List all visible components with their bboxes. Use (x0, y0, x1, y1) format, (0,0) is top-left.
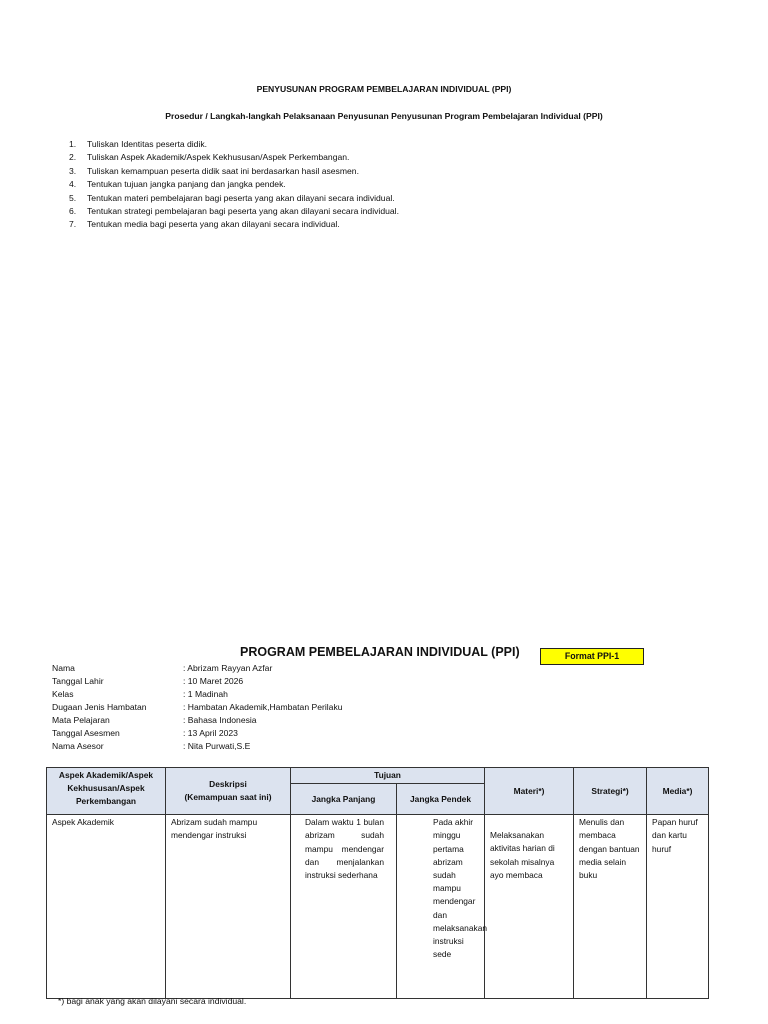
list-item (69, 218, 709, 231)
identity-value: : Abrizam Rayyan Azfar (183, 663, 273, 673)
step-number: 5. (69, 192, 77, 203)
step-text: Tentukan media bagi peserta yang akan dilayani secara individual. (87, 219, 340, 230)
cell-strategi: Menulis dan membaca dengan bantuan media selain buku (574, 815, 647, 999)
header-aspek: Aspek Akademik/Aspek Kekhususan/Aspek Perkembangan (47, 768, 166, 815)
step-number: 6. (69, 206, 77, 217)
identity-label: Dugaan Jenis Hambatan (52, 702, 147, 712)
identity-value: : 1 Madinah (183, 689, 228, 699)
step-text: Tentukan strategi pembelajaran bagi peserta yang akan dilayani secara individual. (87, 206, 399, 217)
identity-row (52, 688, 552, 701)
identity-row (52, 701, 552, 714)
table-header-row (47, 768, 709, 784)
identity-row (52, 740, 552, 753)
header-tujuan: Tujuan (291, 768, 485, 784)
header-materi: Materi*) (485, 768, 574, 815)
identity-value: : 13 April 2023 (183, 728, 238, 738)
cell-aspek: Aspek Akademik (47, 815, 166, 999)
cell-materi: Melaksanakan aktivitas harian di sekolah misalnya ayo membaca (485, 815, 574, 999)
table-footnote: *) bagi anak yang akan dilayani secara individual. (58, 996, 247, 1006)
format-badge: Format PPI-1 (540, 648, 644, 665)
identity-label: Kelas (52, 689, 74, 699)
ppi-title: PROGRAM PEMBELAJARAN INDIVIDUAL (PPI) (240, 645, 520, 659)
list-item (69, 138, 709, 151)
header-deskripsi (166, 768, 291, 815)
identity-value: : Bahasa Indonesia (183, 715, 257, 725)
identity-value: : Nita Purwati,S.E (183, 741, 251, 751)
list-item (69, 151, 709, 164)
identity-label: Mata Pelajaran (52, 715, 110, 725)
cell-deskripsi: Abrizam sudah mampu mendengar instruksi (166, 815, 291, 999)
step-text: Tentukan materi pembelajaran bagi peserta yang akan dilayani secara individual. (87, 192, 395, 203)
header-strategi: Strategi*) (574, 768, 647, 815)
step-number: 1. (69, 139, 77, 149)
step-number: 3. (69, 165, 77, 176)
document-title: PENYUSUNAN PROGRAM PEMBELAJARAN INDIVIDUAL (PPI) (256, 84, 512, 94)
table-row (47, 815, 709, 999)
cell-jangka-pendek: Pada akhir minggu pertama abrizam sudah mampu mendengar dan melaksanakan instruksi sede (397, 815, 485, 999)
header-deskripsi-title: Deskripsi (209, 778, 247, 789)
identity-row (52, 714, 552, 727)
identity-value: : Hambatan Akademik,Hambatan Perilaku (183, 702, 343, 712)
header-jangka-panjang: Jangka Panjang (291, 784, 397, 815)
identity-row (52, 727, 552, 740)
step-number: 2. (69, 152, 77, 163)
cell-jangka-panjang: Dalam waktu 1 bulan abrizam sudah mampu mendengar dan menjalankan instruksi sederhana (291, 815, 397, 999)
step-number: 4. (69, 179, 77, 190)
list-item (69, 165, 709, 178)
step-text: Tentukan tujuan jangka panjang dan jangka pendek. (87, 179, 286, 190)
list-item (69, 192, 709, 205)
identity-label: Tanggal Asesmen (52, 728, 120, 738)
procedure-steps-list (69, 138, 709, 232)
step-text: Tuliskan kemampuan peserta didik saat ini berdasarkan hasil asesmen. (87, 165, 359, 176)
student-identity (52, 662, 552, 753)
cell-media: Papan huruf dan kartu huruf (647, 815, 709, 999)
step-text: Tuliskan Aspek Akademik/Aspek Kekhususan/Aspek Perkembangan. (87, 152, 350, 163)
header-jangka-pendek: Jangka Pendek (397, 784, 485, 815)
header-media: Media*) (647, 768, 709, 815)
identity-row (52, 675, 552, 688)
step-number: 7. (69, 219, 77, 230)
identity-label: Tanggal Lahir (52, 676, 104, 686)
list-item (69, 178, 709, 191)
identity-value: : 10 Maret 2026 (183, 676, 244, 686)
ppi-table (46, 767, 709, 999)
identity-row (52, 662, 552, 675)
header-deskripsi-subtitle: (Kemampuan saat ini) (184, 792, 272, 803)
document-subtitle: Prosedur / Langkah-langkah Pelaksanaan Penyusunan Penyusunan Program Pembelajaran Individual (PPI) (165, 111, 603, 121)
step-text: Tuliskan Identitas peserta didik. (87, 139, 208, 149)
list-item (69, 205, 709, 218)
identity-label: Nama (52, 663, 75, 673)
identity-label: Nama Asesor (52, 741, 104, 751)
